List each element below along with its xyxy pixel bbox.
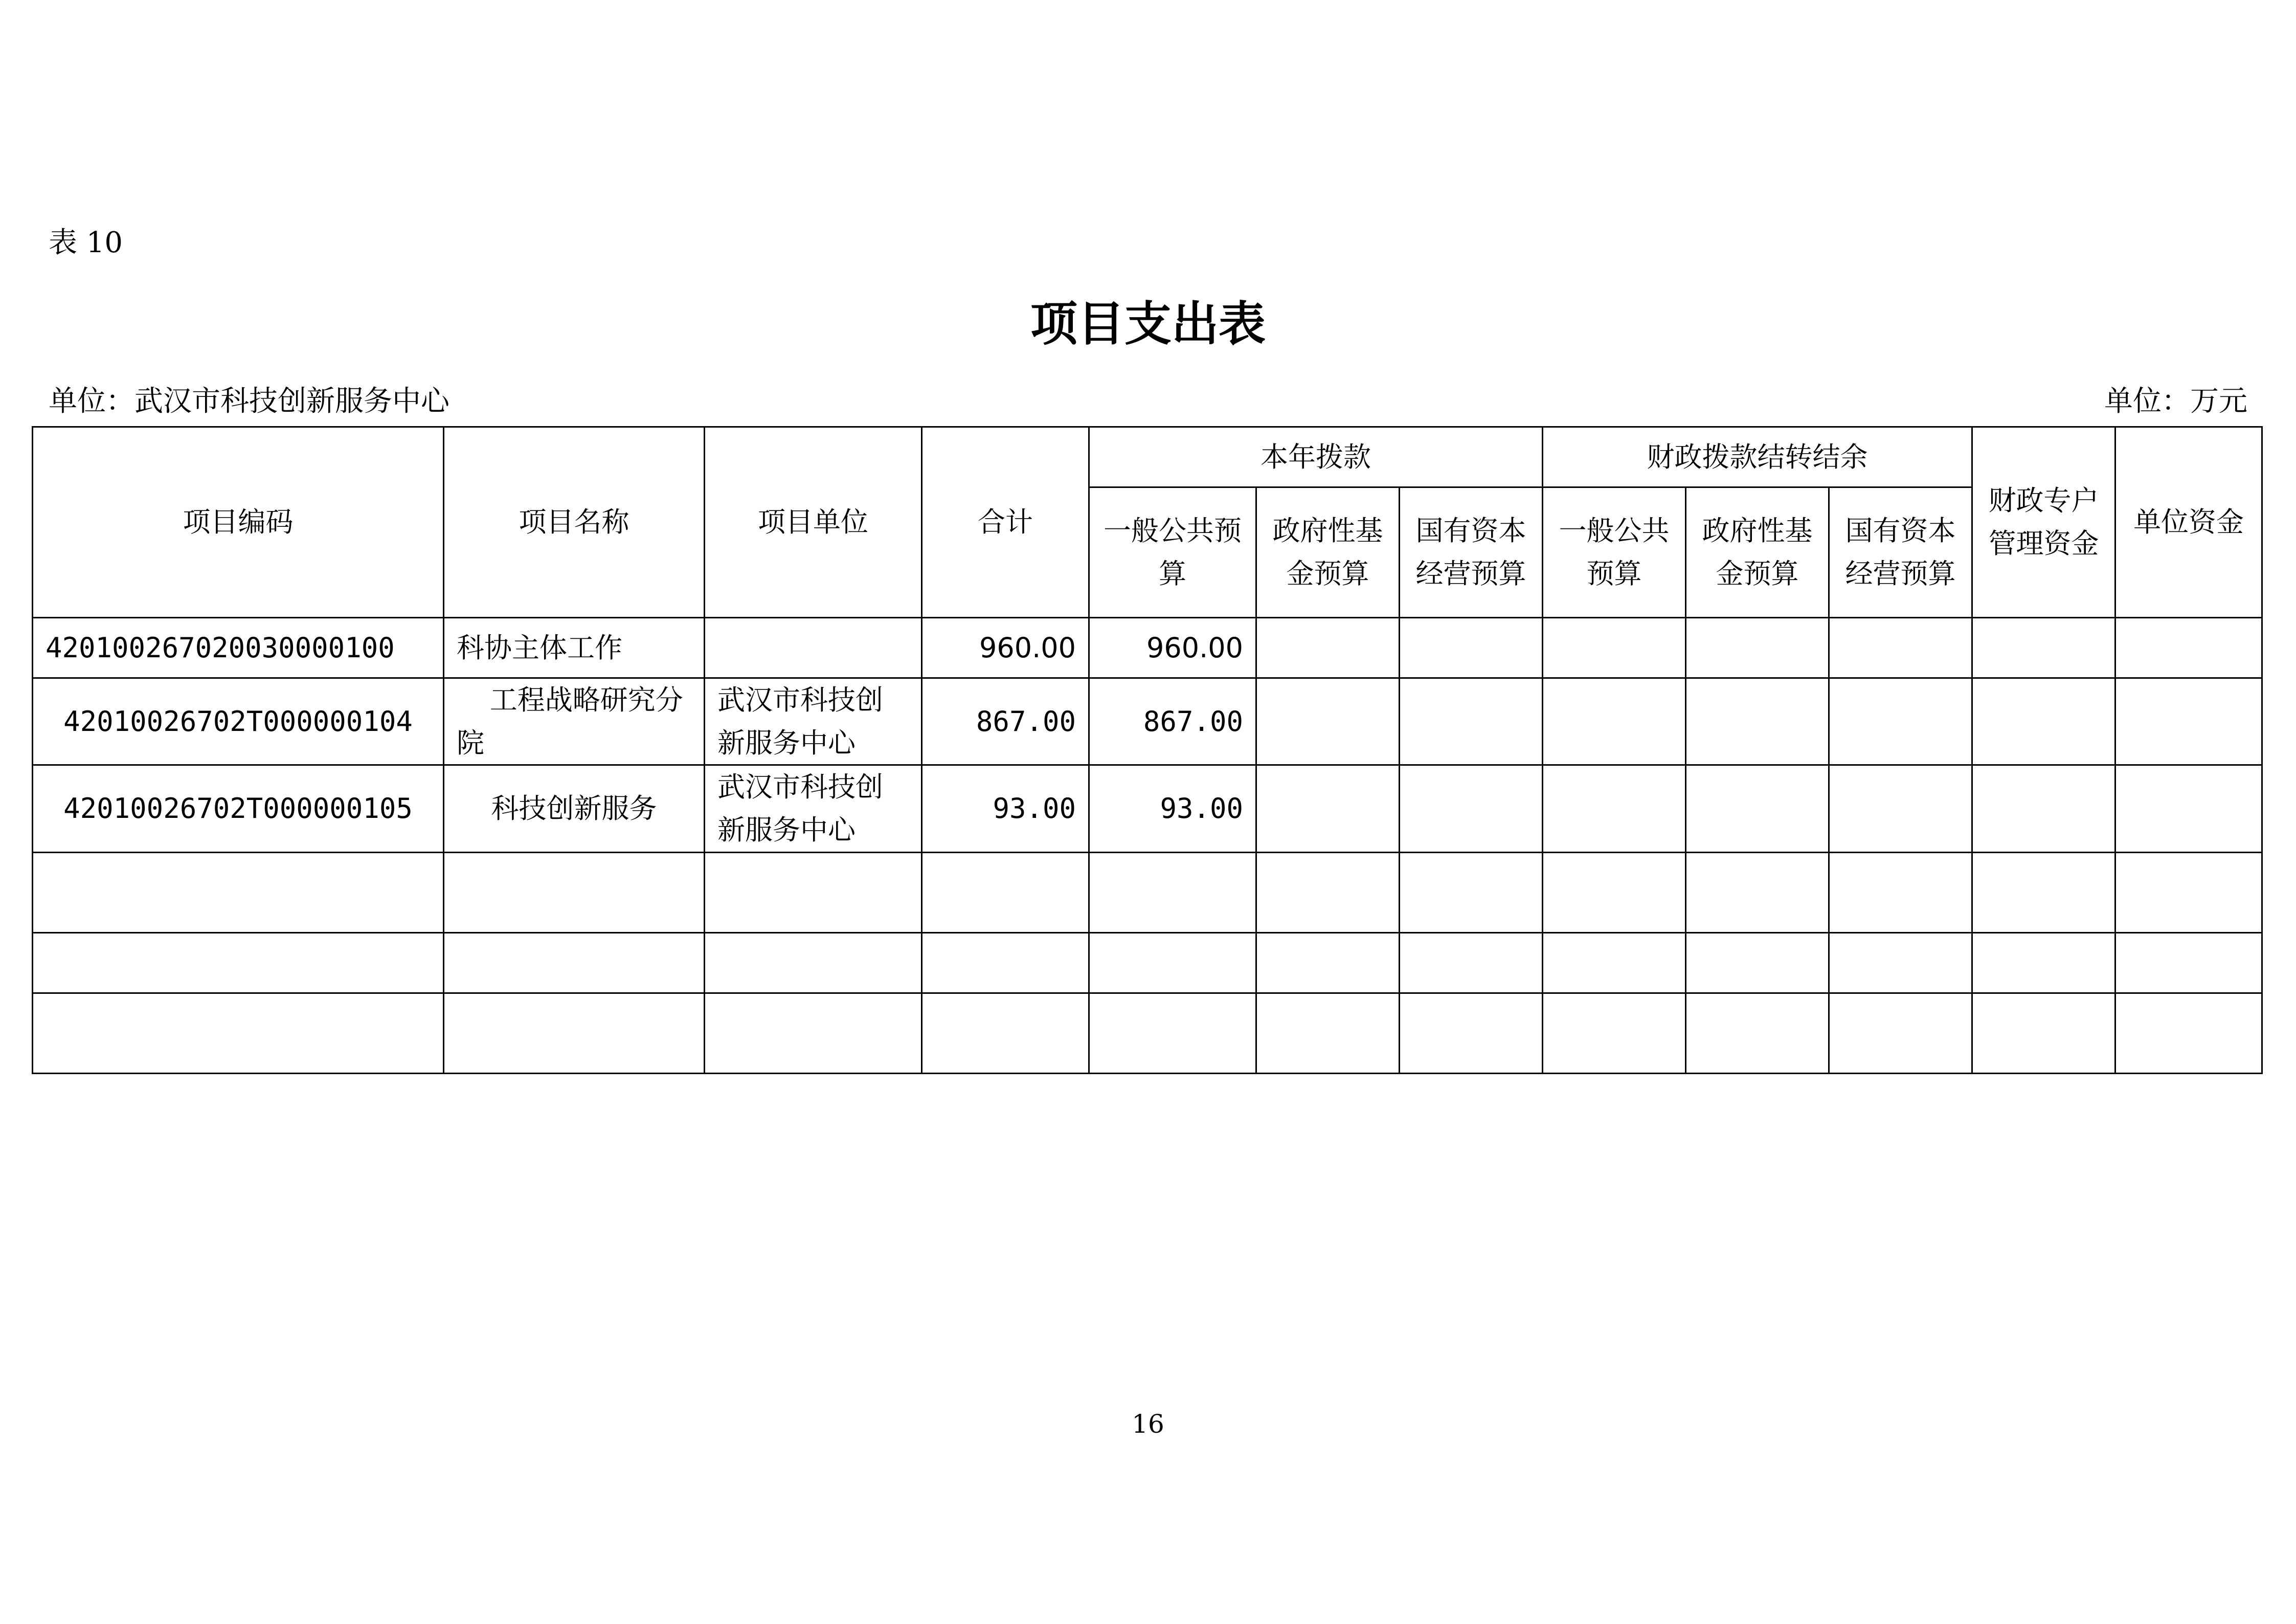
table-row bbox=[33, 765, 2262, 852]
header-unit-funds: 单位资金 bbox=[2115, 427, 2262, 618]
row-code: 42010026702T000000105 bbox=[33, 765, 444, 852]
header-group-current: 本年拨款 bbox=[1089, 427, 1543, 487]
table-label: 表 10 bbox=[49, 226, 123, 259]
empty-cell bbox=[1972, 618, 2115, 678]
header-name: 项目名称 bbox=[444, 427, 705, 618]
row-name: 科技创新服务 bbox=[444, 765, 705, 852]
empty-cell bbox=[1543, 765, 1686, 852]
empty-cell bbox=[1400, 765, 1543, 852]
header-unit: 项目单位 bbox=[705, 427, 922, 618]
empty-cell bbox=[1686, 678, 1829, 765]
header-code: 项目编码 bbox=[33, 427, 444, 618]
empty-cell bbox=[2115, 678, 2262, 765]
row-unit bbox=[705, 618, 922, 678]
empty-cell bbox=[1829, 618, 1972, 678]
header-state-capital-2: 国有资本经营预算 bbox=[1829, 487, 1972, 618]
row-unit: 武汉市科技创新服务中心 bbox=[705, 765, 922, 852]
unit-organization: 单位：武汉市科技创新服务中心 bbox=[49, 385, 449, 418]
header-row-1 bbox=[33, 427, 2262, 487]
empty-cell bbox=[1400, 678, 1543, 765]
empty-cell bbox=[1972, 765, 2115, 852]
header-gov-fund-1: 政府性基金预算 bbox=[1256, 487, 1400, 618]
empty-cell bbox=[1686, 765, 1829, 852]
row-unit: 武汉市科技创新服务中心 bbox=[705, 678, 922, 765]
empty-cell bbox=[1543, 678, 1686, 765]
empty-cell bbox=[1686, 618, 1829, 678]
row-code: 420100267020030000100 bbox=[33, 618, 444, 678]
empty-cell bbox=[2115, 765, 2262, 852]
empty-cell bbox=[1543, 618, 1686, 678]
empty-row bbox=[33, 932, 2262, 993]
row-general-budget: 960.00 bbox=[1089, 618, 1256, 678]
header-special-account: 财政专户管理资金 bbox=[1972, 427, 2115, 618]
header-general-budget-2: 一般公共预算 bbox=[1543, 487, 1686, 618]
row-total: 960.00 bbox=[922, 618, 1089, 678]
header-group-carryover: 财政拨款结转结余 bbox=[1543, 427, 1972, 487]
row-code: 42010026702T000000104 bbox=[33, 678, 444, 765]
row-name: 科协主体工作 bbox=[444, 618, 705, 678]
project-expenditure-table bbox=[32, 426, 2263, 1074]
page-title: 项目支出表 bbox=[1030, 297, 1266, 351]
empty-cell bbox=[1256, 618, 1400, 678]
empty-cell bbox=[1400, 618, 1543, 678]
empty-row bbox=[33, 993, 2262, 1073]
row-general-budget: 867.00 bbox=[1089, 678, 1256, 765]
header-gov-fund-2: 政府性基金预算 bbox=[1686, 487, 1829, 618]
header-state-capital-1: 国有资本经营预算 bbox=[1400, 487, 1543, 618]
header-general-budget-1: 一般公共预算 bbox=[1089, 487, 1256, 618]
unit-currency: 单位：万元 bbox=[2104, 385, 2247, 418]
row-total: 867.00 bbox=[922, 678, 1089, 765]
table-row bbox=[33, 618, 2262, 678]
empty-cell bbox=[1256, 765, 1400, 852]
row-total: 93.00 bbox=[922, 765, 1089, 852]
empty-cell bbox=[1829, 765, 1972, 852]
empty-row bbox=[33, 852, 2262, 932]
table-row bbox=[33, 678, 2262, 765]
page-number: 16 bbox=[1132, 1409, 1164, 1439]
empty-cell bbox=[2115, 618, 2262, 678]
empty-cell bbox=[1256, 678, 1400, 765]
header-total: 合计 bbox=[922, 427, 1089, 618]
empty-cell bbox=[1829, 678, 1972, 765]
empty-cell bbox=[1972, 678, 2115, 765]
row-name: 工程战略研究分院 bbox=[444, 678, 705, 765]
row-general-budget: 93.00 bbox=[1089, 765, 1256, 852]
